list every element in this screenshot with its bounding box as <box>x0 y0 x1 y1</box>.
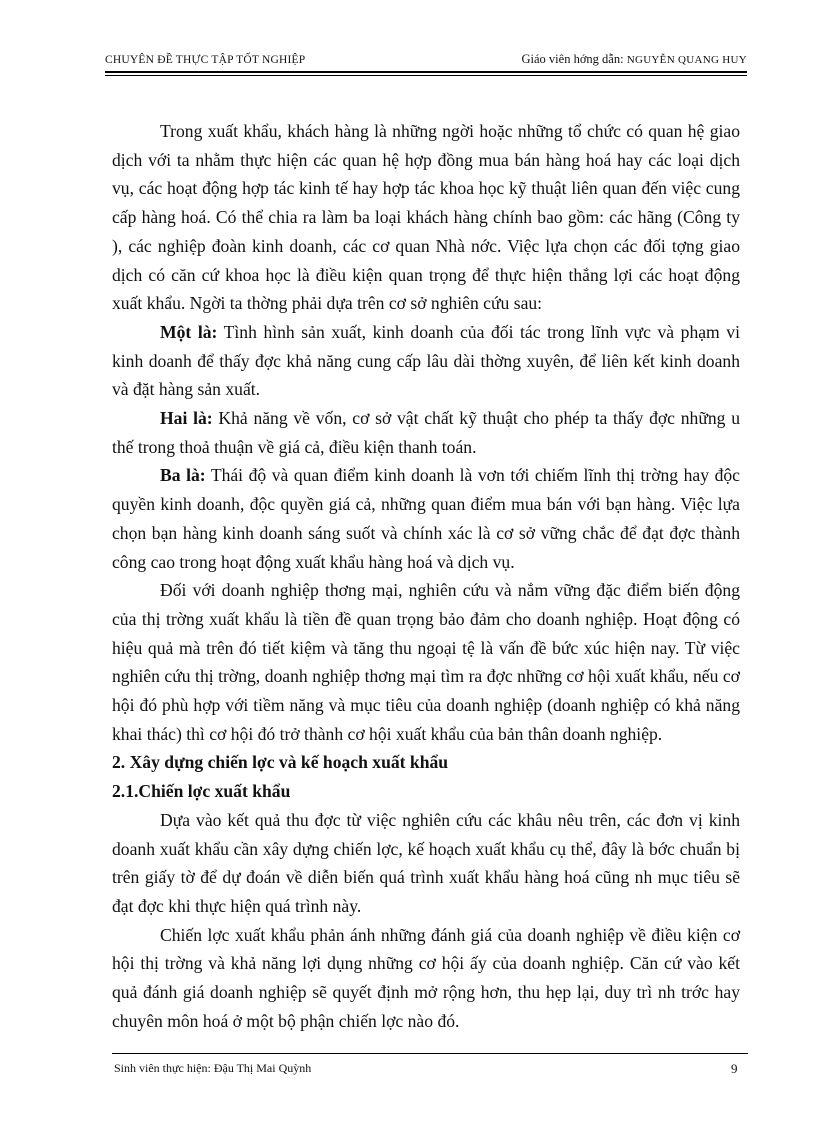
page-body <box>112 117 740 1036</box>
paragraph: Trong xuất khẩu, khách hàng là những ngời hoặc những tổ chức có quan hệ giao dịch với ta nhằm thực hiện các quan hệ hợp đồng mua bán hàng hoá hay các loại dịch vụ, các hoạt động hợp tác kinh tế hay hợp tác khoa học kỹ thuật liên quan đến việc cung cấp hàng hoá. Có thể chia ra làm ba loại khách hàng chính bao gồm: các hãng (Công ty ), các nghiệp đoàn kinh doanh, các cơ quan Nhà nớc. Việc lựa chọn các đối tợng giao dịch có căn cứ khoa học là điều kiện quan trọng để thực hiện thắng lợi các hoạt động xuất khẩu. Ngời ta thờng phải dựa trên cơ sở nghiên cứu sau: <box>112 121 740 314</box>
paragraph: Chiến lợc xuất khẩu phản ánh những đánh giá của doanh nghiệp về điều kiện cơ hội thị trờng và khả năng lợi dụng những cơ hội ấy của doanh nghiệp. Căn cứ vào kết quả đánh giá doanh nghiệp sẽ quyết định mở rộng hơn, thu hẹp lại, duy trì nh trớc hay chuyên môn hoá ở một bộ phận chiến lợc nào đó. <box>112 924 740 1031</box>
paragraph-label: Ba là: <box>160 465 206 486</box>
header-title: CHUYÊN ĐỀ THỰC TẬP TỐT NGHIỆP <box>105 54 306 66</box>
header-advisor-name: NGUYỄN QUANG HUY <box>626 54 747 66</box>
paragraph-label: Hai là: <box>160 408 213 429</box>
footer-rule <box>112 1053 748 1054</box>
paragraph <box>112 461 740 576</box>
subsection-heading: 2.1.Chiến lợc xuất khẩu <box>112 781 291 802</box>
paragraph <box>112 404 740 461</box>
header-advisor-label: Giáo viên hớng dẫn: <box>521 52 627 66</box>
paragraph-text: Tình hình sản xuất, kinh doanh của đối tác trong lĩnh vực và phạm vi kinh doanh để thấy đợc khả năng cung cấp lâu dài thờng xuyên, để liên kết kinh doanh và đặt hàng sản xuất. <box>112 321 740 400</box>
paragraph: Đối với doanh nghiệp thơng mại, nghiên cứu và nắm vững đặc điểm biến động của thị trờng xuất khẩu là tiền đề quan trọng bảo đảm cho doanh nghiệp. Hoạt động có hiệu quả mà trên đó tiết kiệm và tăng thu ngoại tệ là vấn đề bức xúc hiện nay. Từ việc nghiên cứu thị trờng, doanh nghiệp thơng mại tìm ra đợc những cơ hội xuất khẩu, nếu cơ hội đó phù hợp với tiềm năng và mục tiêu của doanh nghiệp (doanh nghiệp có khả năng khai thác) thì cơ hội đó trở thành cơ hội xuất khẩu của bản thân doanh nghiệp. <box>112 580 740 744</box>
paragraph-text: Khả năng về vốn, cơ sở vật chất kỹ thuật cho phép ta thấy đợc những u thế trong thoả thuận về giá cả, điều kiện thanh toán. <box>112 408 740 457</box>
paragraph: Dựa vào kết quả thu đợc từ việc nghiên cứu các khâu nêu trên, các đơn vị kinh doanh xuất khẩu cần xây dựng chiến lợc, kế hoạch xuất khẩu cụ thể, đây là bớc chuẩn bị trên giấy tờ để dự đoán về diễn biến quá trình xuất khẩu hàng hoá cũng nh mục tiêu sẽ đạt đợc khi thực hiện quá trình này. <box>112 809 740 916</box>
section-heading: 2. Xây dựng chiến lợc và kế hoạch xuất khẩu <box>112 752 449 773</box>
header-rule-thin <box>105 75 747 76</box>
paragraph <box>112 318 740 404</box>
header-advisor <box>522 52 748 67</box>
paragraph-label: Một là: <box>160 321 218 342</box>
footer-author: Sinh viên thực hiện: Đậu Thị Mai Quỳnh <box>114 1061 312 1075</box>
page-number: 9 <box>731 1061 738 1076</box>
header-rule-thick <box>105 71 747 73</box>
paragraph-text: Thái độ và quan điểm kinh doanh là vơn tới chiếm lĩnh thị trờng hay độc quyền kinh doanh, độc quyền giá cả, những quan điểm mua bán với bạn hàng. Việc lựa chọn bạn hàng kinh doanh sáng suốt và chính xác là cơ sở vững chắc để đạt đợc thành công cao trong hoạt động xuất khẩu hàng hoá và dịch vụ. <box>112 465 740 572</box>
